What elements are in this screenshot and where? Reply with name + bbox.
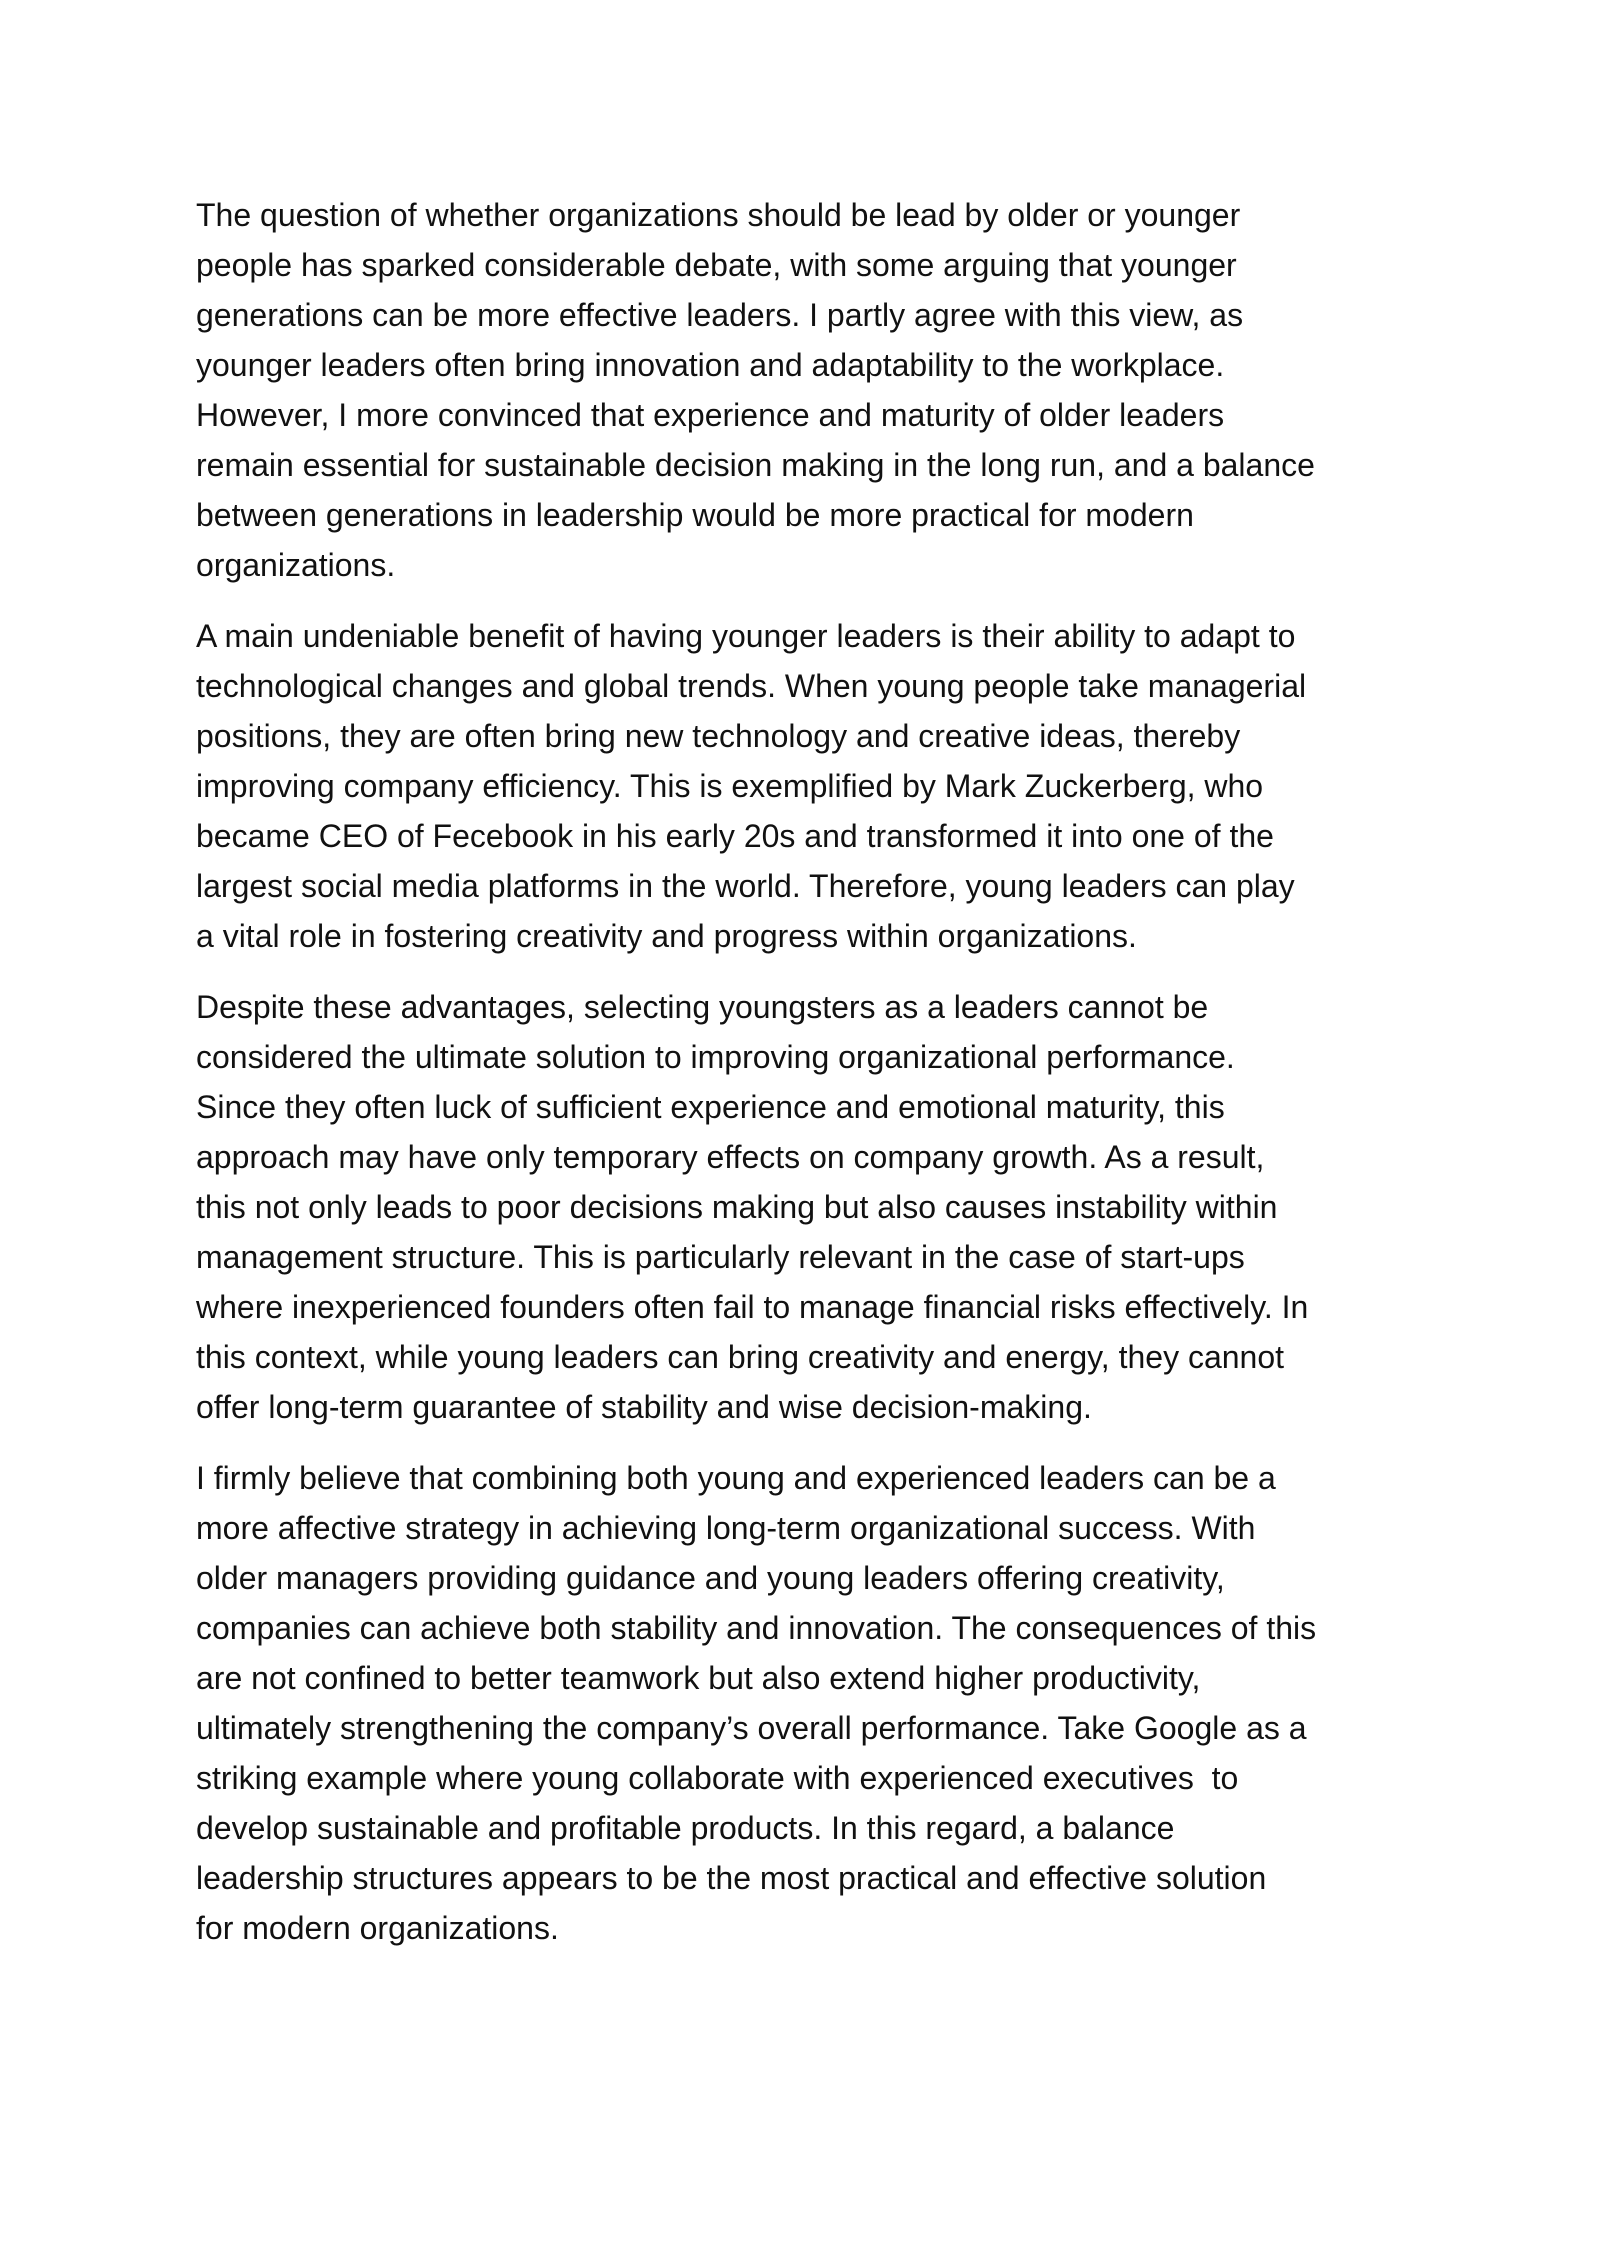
paragraph-intro: The question of whether organizations should be lead by older or younger people has sparked considerable debate, with some arguing that younger generations can be more effective leaders. I partly agree with this view, as younger leaders often bring innovation and adaptability to the workplace. However, I more convinced that experience and maturity of older leaders remain essential for sustainable decision making in the long run, and a balance between generations in leadership would be more practical for modern organizations. — [196, 197, 1315, 583]
paragraph-conclusion: I firmly believe that combining both young and experienced leaders can be a more affective strategy in achieving long-term organizational success. With older managers providing guidance and young leaders offering creativity, companies can achieve both stability and innovation. The consequences of this are not confined to better teamwork but also extend higher productivity, ultimately strengthening the company’s overall performance. Take Google as a striking example where young collaborate with experienced executives to develop sustainable and profitable products. In this regard, a balance leadership structures appears to be the most practical and effective solution for modern organizations. — [196, 1460, 1317, 1946]
essay-body — [196, 190, 1426, 1974]
paragraph-drawbacks: Despite these advantages, selecting youngsters as a leaders cannot be considered the ultimate solution to improving organizational performance. Since they often luck of sufficient experience and emotional maturity, this approach may have only temporary effects on company growth. As a result, this not only leads to poor decisions making but also causes instability within management structure. This is particularly relevant in the case of start-ups where inexperienced founders often fail to manage financial risks effectively. In this context, while young leaders can bring creativity and energy, they cannot offer long-term guarantee of stability and wise decision-making. — [196, 989, 1309, 1425]
paragraph-benefits: A main undeniable benefit of having younger leaders is their ability to adapt to technological changes and global trends. When young people take managerial positions, they are often bring new technology and creative ideas, thereby improving company efficiency. This is exemplified by Mark Zuckerberg, who became CEO of Fecebook in his early 20s and transformed it into one of the largest social media platforms in the world. Therefore, young leaders can play a vital role in fostering creativity and progress within organizations. — [196, 618, 1307, 954]
